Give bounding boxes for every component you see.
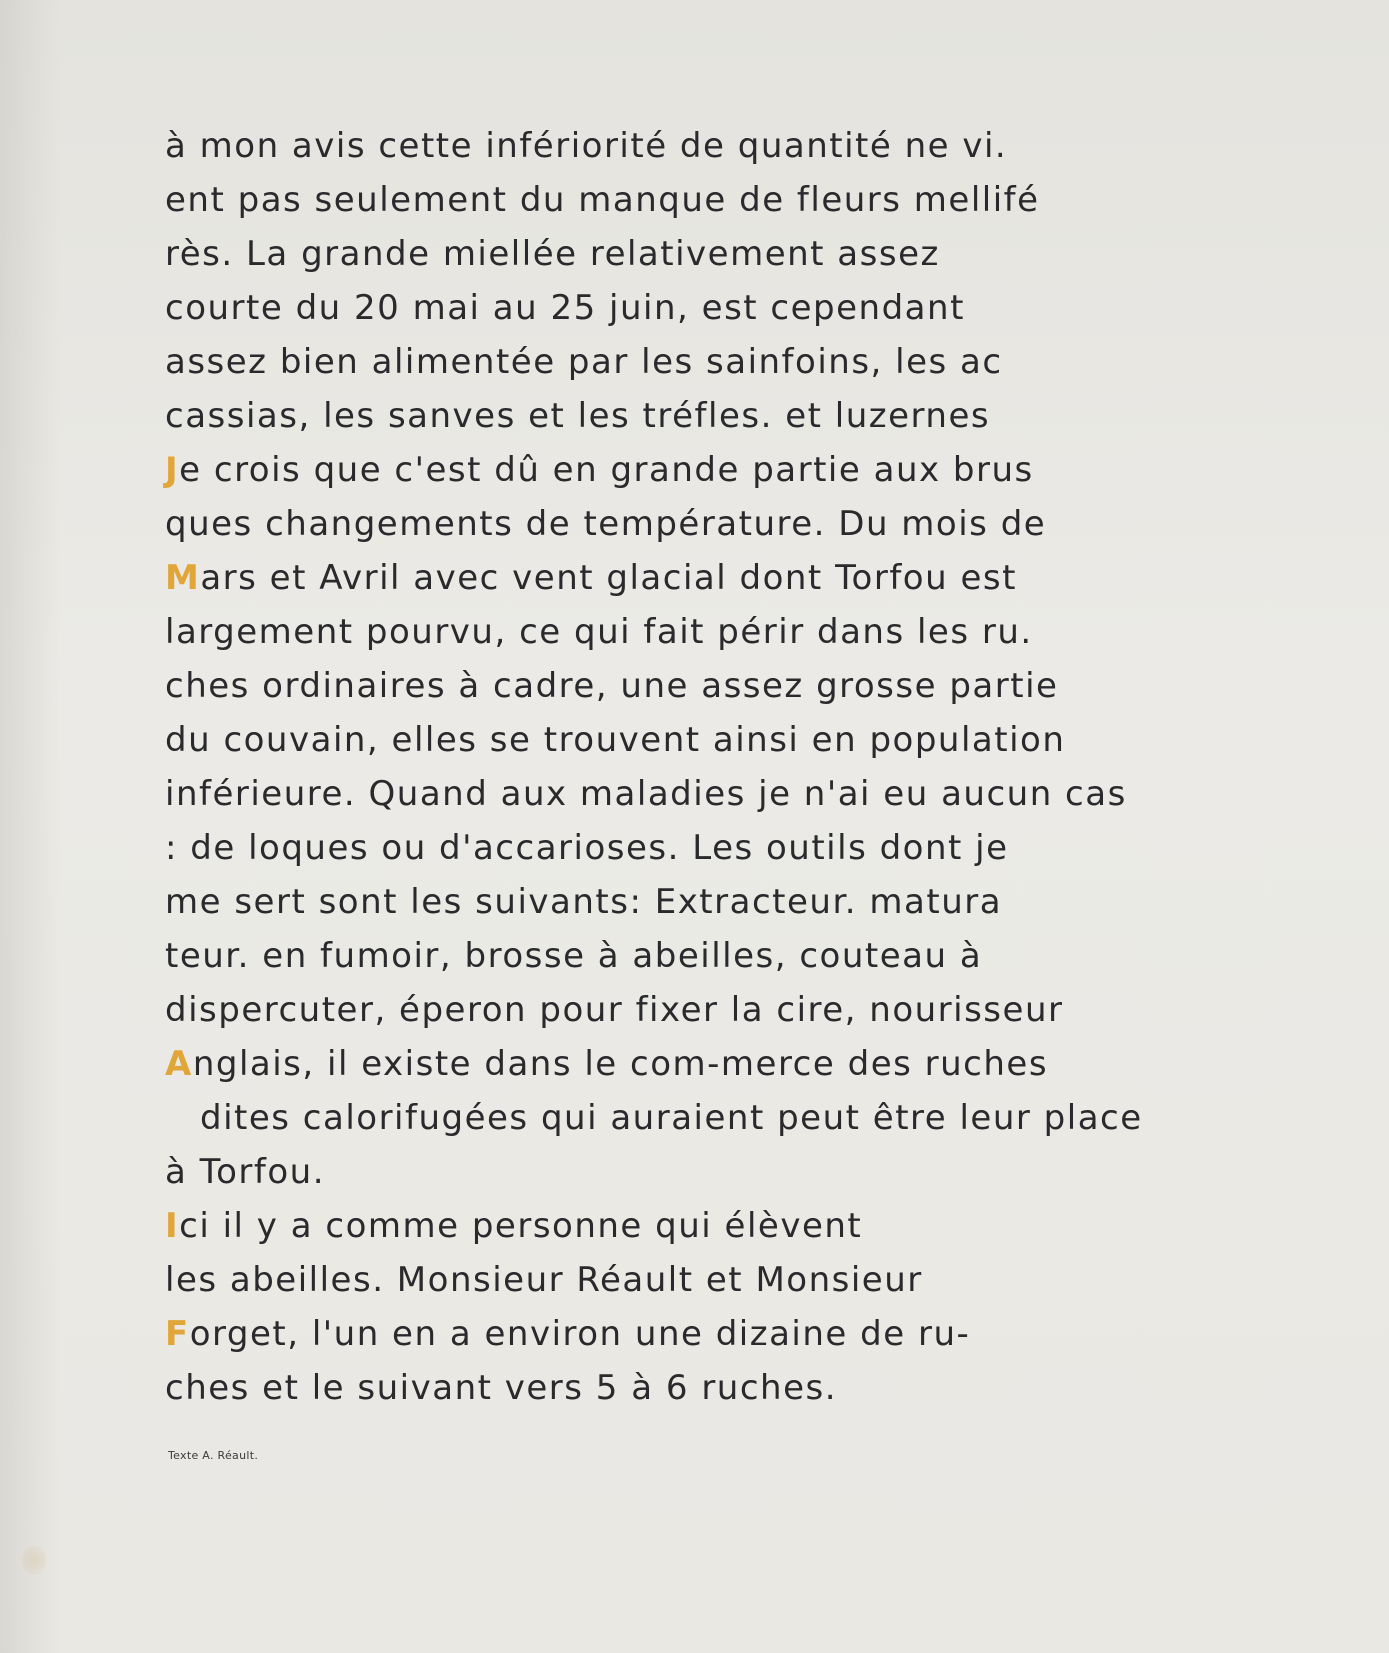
text-line (165, 442, 1034, 498)
line-text: cassias, les sanves et les tréfles. et luzernes (165, 396, 991, 436)
line-text: ches et le suivant vers 5 à 6 ruches. (165, 1368, 838, 1408)
colored-initial: M (165, 558, 201, 598)
colored-initial: F (165, 1314, 190, 1354)
line-text: ent pas seulement du manque de fleurs mellifé (165, 180, 1040, 220)
colored-initial: J (165, 450, 180, 490)
line-text: e crois que c'est dû en grande partie aux brus (179, 450, 1034, 490)
line-text: courte du 20 mai au 25 juin, est cependant (165, 288, 965, 328)
line-text: ches ordinaires à cadre, une assez grosse partie (165, 666, 1059, 706)
author-caption: Texte A. Réault. (168, 1449, 259, 1462)
line-text: rès. La grande miellée relativement assez (165, 234, 940, 274)
text-line (165, 388, 990, 444)
line-text: à mon avis cette infériorité de quantité ne vi. (165, 126, 1008, 166)
text-line (165, 820, 1009, 876)
text-line (165, 928, 982, 984)
text-line (165, 334, 1003, 390)
text-line (165, 1252, 923, 1308)
text-line (165, 1306, 970, 1362)
line-text: largement pourvu, ce qui fait périr dans les ru. (165, 612, 1033, 652)
text-line (165, 1360, 837, 1416)
line-text: teur. en fumoir, brosse à abeilles, couteau à (165, 936, 983, 976)
line-text: nglais, il existe dans le com-merce des ruches (192, 1044, 1049, 1084)
text-line (165, 172, 1040, 228)
text-line (200, 1090, 1143, 1146)
line-text: me sert sont les suivants: Extracteur. matura (165, 882, 1003, 922)
line-text: ars et Avril avec vent glacial dont Torfou est (200, 558, 1017, 598)
colored-initial: A (165, 1044, 193, 1084)
text-line (165, 550, 1017, 606)
text-line (165, 658, 1058, 714)
text-line (165, 982, 1063, 1038)
line-text: ques changements de température. Du mois de (165, 504, 1047, 544)
colored-initial: I (165, 1206, 180, 1246)
text-line (165, 604, 1033, 660)
line-text: dites calorifugées qui auraient peut être leur place (200, 1098, 1143, 1138)
text-line (165, 1198, 862, 1254)
text-line (165, 874, 1002, 930)
text-line (165, 1144, 325, 1200)
text-line (165, 496, 1046, 552)
line-text: du couvain, elles se trouvent ainsi en population (165, 720, 1066, 760)
line-text: ci il y a comme personne qui élèvent (179, 1206, 863, 1246)
paper-stain (22, 1545, 46, 1575)
text-line (165, 766, 1127, 822)
line-text: à Torfou. (165, 1152, 326, 1192)
text-line (165, 226, 940, 282)
text-line (165, 1036, 1048, 1092)
line-text: les abeilles. Monsieur Réault et Monsieur (165, 1260, 923, 1300)
text-line (165, 118, 1007, 174)
line-text: dispercuter, éperon pour fixer la cire, nourisseur (165, 990, 1064, 1030)
text-line (165, 280, 965, 336)
line-text: orget, l'un en a environ une dizaine de ru- (189, 1314, 971, 1354)
line-text: inférieure. Quand aux maladies je n'ai eu aucun cas (165, 774, 1127, 814)
line-text: : de loques ou d'accarioses. Les outils dont je (165, 828, 1009, 868)
text-line (165, 712, 1065, 768)
line-text: assez bien alimentée par les sainfoins, les ac (165, 342, 1003, 382)
